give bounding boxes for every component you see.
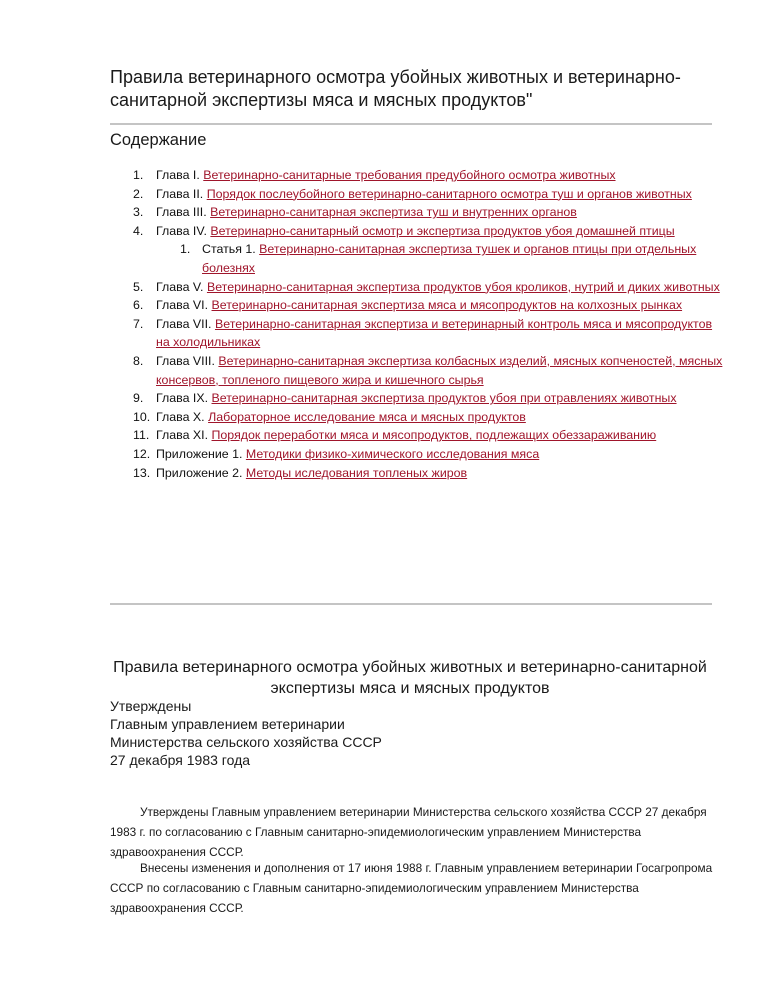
toc-item-link[interactable]: Ветеринарно-санитарная экспертиза туш и внутренних органов bbox=[210, 205, 577, 220]
toc-item bbox=[133, 166, 723, 185]
toc-item-prefix: Глава II. bbox=[156, 186, 204, 201]
toc-item bbox=[133, 278, 723, 297]
toc-item-link[interactable]: Порядок послеубойного ветеринарно-санитарного осмотра туш и органов животных bbox=[206, 186, 692, 201]
divider-bottom bbox=[110, 603, 712, 605]
toc-item bbox=[133, 445, 723, 464]
toc-item-prefix: Глава III. bbox=[156, 205, 207, 220]
amendment-paragraph: Внесены изменения и дополнения от 17 июня 1988 г. Главным управлением ветеринарии Госагропрома СССР по согласованию с Главным санитарно-эпидемиологическим управлением Министерства здравоохранения СССР. bbox=[110, 861, 713, 915]
approval-paragraph: Утверждены Главным управлением ветеринарии Министерства сельского хозяйства СССР 27 декабря 1983 г. по согласованию с Главным санитарно-эпидемиологическим управлением Министерства здравоохранения СССР. bbox=[110, 805, 707, 859]
toc-item bbox=[133, 222, 723, 241]
toc-item-prefix: Глава I. bbox=[156, 168, 200, 182]
toc-item-number: 5. bbox=[133, 279, 144, 294]
toc-item-link[interactable]: Порядок переработки мяса и мясопродуктов, подлежащих обеззараживанию bbox=[211, 428, 657, 443]
toc-item-prefix: Глава IV. bbox=[156, 223, 207, 238]
toc-item-number: 3. bbox=[133, 205, 144, 220]
toc-item-number: 1. bbox=[133, 168, 144, 182]
toc-item-number: 2. bbox=[133, 186, 144, 201]
toc-item-number: 6. bbox=[133, 298, 144, 313]
toc-item-number: 1. bbox=[180, 242, 191, 257]
approval-title: Правила ветеринарного осмотра убойных животных и ветеринарно-санитарной экспертизы мяса и мясных продуктов bbox=[113, 659, 707, 697]
toc-item-link[interactable]: Лабораторное исследование мяса и мясных продуктов bbox=[208, 409, 526, 424]
toc-item-prefix: Глава XI. bbox=[156, 428, 209, 443]
toc-heading: Содержание bbox=[110, 131, 207, 149]
toc-item-prefix: Глава IX. bbox=[156, 391, 209, 406]
toc-item-prefix: Глава VI. bbox=[156, 298, 209, 313]
approval-line: Министерства сельского хозяйства СССР bbox=[110, 734, 382, 750]
approval-line: Утверждены bbox=[110, 698, 192, 714]
toc-item-prefix: Глава X. bbox=[156, 409, 205, 424]
toc-item-number: 11. bbox=[133, 428, 150, 443]
toc-item-link[interactable]: Методики физико-химического исследования мяса bbox=[245, 446, 540, 461]
divider-top bbox=[110, 123, 712, 125]
toc-item bbox=[133, 464, 723, 483]
toc-subitem bbox=[133, 240, 723, 277]
toc-item bbox=[133, 296, 723, 315]
toc-item bbox=[133, 185, 723, 204]
toc-item-link[interactable]: Ветеринарно-санитарная экспертиза и ветеринарный контроль мяса и мясопродуктов на холодильниках bbox=[156, 316, 713, 350]
toc-item-link[interactable]: Методы иследования топленых жиров bbox=[245, 465, 468, 480]
toc-item-number: 9. bbox=[133, 391, 144, 406]
approval-line: 27 декабря 1983 года bbox=[110, 752, 251, 768]
document-title: Правила ветеринарного осмотра убойных животных и ветеринарно-санитарной экспертизы мяса и мясных продуктов" bbox=[110, 67, 681, 110]
toc-item-link[interactable]: Ветеринарно-санитарная экспертиза колбасных изделий, мясных копченостей, мясных консервов, топленого пищевого жира и кишечного сырья bbox=[156, 353, 723, 387]
table-of-contents bbox=[133, 166, 723, 482]
toc-item-link[interactable]: Ветеринарно-санитарная экспертиза продуктов убоя при отравлениях животных bbox=[211, 391, 677, 406]
toc-item-link[interactable]: Ветеринарно-санитарный осмотр и экспертиза продуктов убоя домашней птицы bbox=[210, 223, 675, 238]
toc-item-number: 7. bbox=[133, 316, 144, 331]
toc-item bbox=[133, 426, 723, 445]
toc-item bbox=[133, 203, 723, 222]
toc-item-prefix: Глава VII. bbox=[156, 316, 212, 331]
toc-item-number: 4. bbox=[133, 223, 144, 238]
toc-item-prefix: Приложение 2. bbox=[156, 465, 243, 480]
toc-item bbox=[133, 389, 723, 408]
toc-item-prefix: Статья 1. bbox=[202, 242, 256, 257]
toc-item-prefix: Глава V. bbox=[156, 279, 204, 294]
toc-item-prefix: Приложение 1. bbox=[156, 446, 243, 461]
toc-item bbox=[133, 408, 723, 427]
toc-item-prefix: Глава VIII. bbox=[156, 353, 215, 368]
toc-item-number: 12. bbox=[133, 446, 151, 461]
approval-line: Главным управлением ветеринарии bbox=[110, 716, 345, 732]
approval-block bbox=[110, 697, 382, 769]
toc-item-number: 13. bbox=[133, 465, 151, 480]
toc-item-link[interactable]: Ветеринарно-санитарные требования предубойного осмотра животных bbox=[203, 168, 616, 182]
toc-item-number: 10. bbox=[133, 409, 151, 424]
toc-item bbox=[133, 315, 723, 352]
toc-item bbox=[133, 352, 723, 389]
toc-item-link[interactable]: Ветеринарно-санитарная экспертиза тушек и органов птицы при отдельных болезнях bbox=[202, 242, 697, 275]
toc-item-link[interactable]: Ветеринарно-санитарная экспертиза продуктов убоя кроликов, нутрий и диких животных bbox=[206, 279, 720, 294]
toc-item-number: 8. bbox=[133, 353, 144, 368]
toc-item-link[interactable]: Ветеринарно-санитарная экспертиза мяса и мясопродуктов на колхозных рынках bbox=[211, 298, 683, 313]
